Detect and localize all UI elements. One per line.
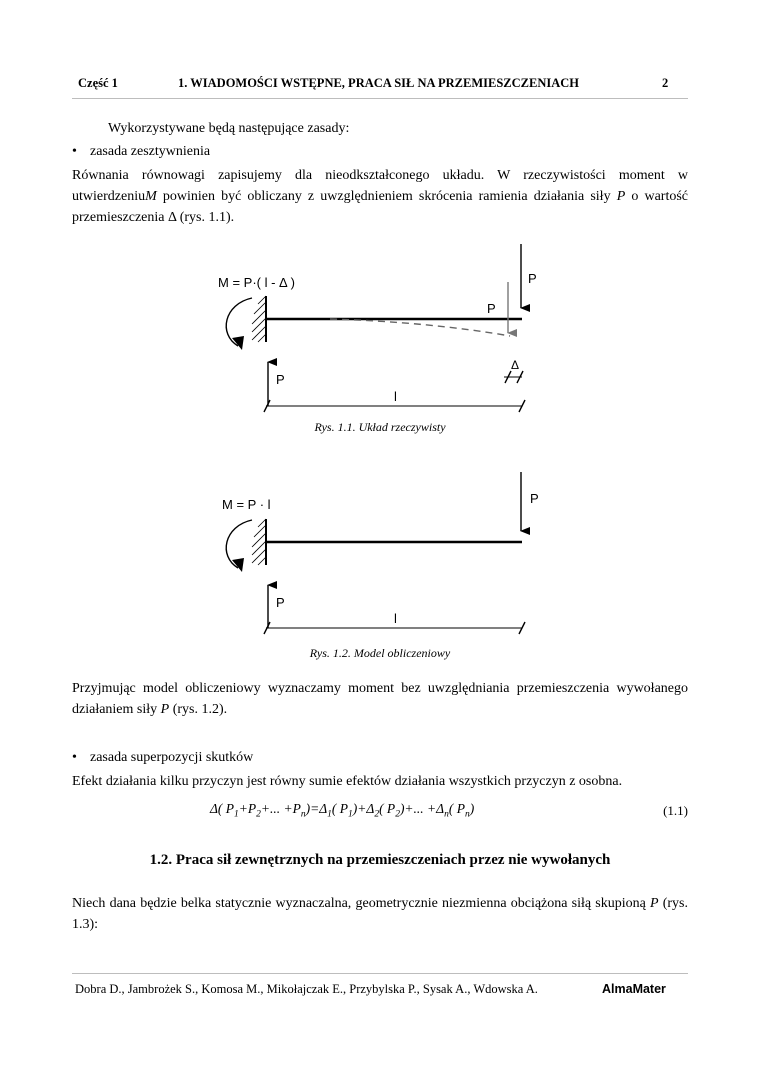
para2-symbol-p: P [160,702,170,717]
fig1-length-label: l [394,389,397,404]
bullet-dot: • [72,144,77,159]
para1-text-c: o wartość przemieszczenia Δ (rys. 1.1). [72,189,689,225]
bullet-dot: • [72,750,77,765]
fig2-length-label: l [394,611,397,626]
bullet-superpozycja [72,747,253,768]
fig1-deformed-beam [330,319,510,336]
para4-text-b: (rys. 1.3): [72,896,689,932]
figure-1-2-caption: Rys. 1.2. Model obliczeniowy [309,646,451,660]
fig1-delta-label: Δ [511,358,520,372]
intro-text: Wykorzystywane będą następujące zasady: [108,121,350,136]
fig2-reaction-label: P [276,595,285,610]
fig2-fixed-support [252,519,266,565]
paragraph-4 [72,893,688,935]
para2-text-b: (rys. 1.2). [169,702,228,717]
para1-text-b: powinien być obliczany z uwzględnieniem skrócenia ramienia działania siły [156,189,617,204]
header-chapter: 1. WIADOMOŚCI WSTĘPNE, PRACA SIŁ NA PRZEMIESZCZENIACH [178,76,580,90]
fig1-moment-label: M = P·( l - Δ ) [218,275,295,290]
footer-authors: Dobra D., Jambrożek S., Komosa M., Mikołajczak E., Przybylska P., Sysak A., Wdowska A. [75,982,538,996]
paragraph-3: Efekt działania kilku przyczyn jest równy sumie efektów działania wszystkich przyczyn z osobna. [72,774,623,789]
bullet-label: zasada zesztywnienia [90,144,211,159]
para1-text-a: Równania równowagi zapisujemy dla nieodkształconego układu. W rzeczywistości moment w utwierdzeniu [72,168,688,204]
footer-rule [72,973,688,974]
equation-1-1: Δ( $P_1+P_2+$... $+P_n)=\Delta_1$( $P_1)+\Delta_2$( $P_2)+$... $+\Delta_n$( $P_n$) [210,801,475,820]
figure-1-1-caption: Rys. 1.1. Układ rzeczywisty [314,420,446,434]
para1-symbol-p: P [616,189,626,204]
paragraph-2 [72,678,688,720]
equation-number: (1.1) [663,803,688,818]
fig1-reaction-label: P [276,372,285,387]
para1-symbol-m: M [145,189,157,204]
bullet-label: zasada superpozycji skutków [90,750,254,765]
header-part: Część 1 [78,76,118,90]
para4-symbol-p: P [650,896,659,911]
para2-text-a: Przyjmując model obliczeniowy wyznaczamy moment bez uwzględniania przemieszczenia wywołanego działaniem siły [72,681,688,717]
fig1-deformed-force-label: P [487,301,496,316]
para4-text-a: Niech dana będzie belka statycznie wyznaczalna, geometrycznie niezmienna obciążona siłą skupioną [72,896,650,911]
header-page-number: 2 [662,76,669,90]
fig2-force-label: P [530,491,539,506]
fig1-force-label: P [528,271,537,286]
fig2-moment-label: M = P · l [222,497,271,512]
fig1-fixed-support [252,296,266,342]
section-title: 1.2. Praca sił zewnętrznych na przemieszczeniach przez nie wywołanych [149,852,611,868]
footer-brand: AlmaMater [602,982,666,996]
